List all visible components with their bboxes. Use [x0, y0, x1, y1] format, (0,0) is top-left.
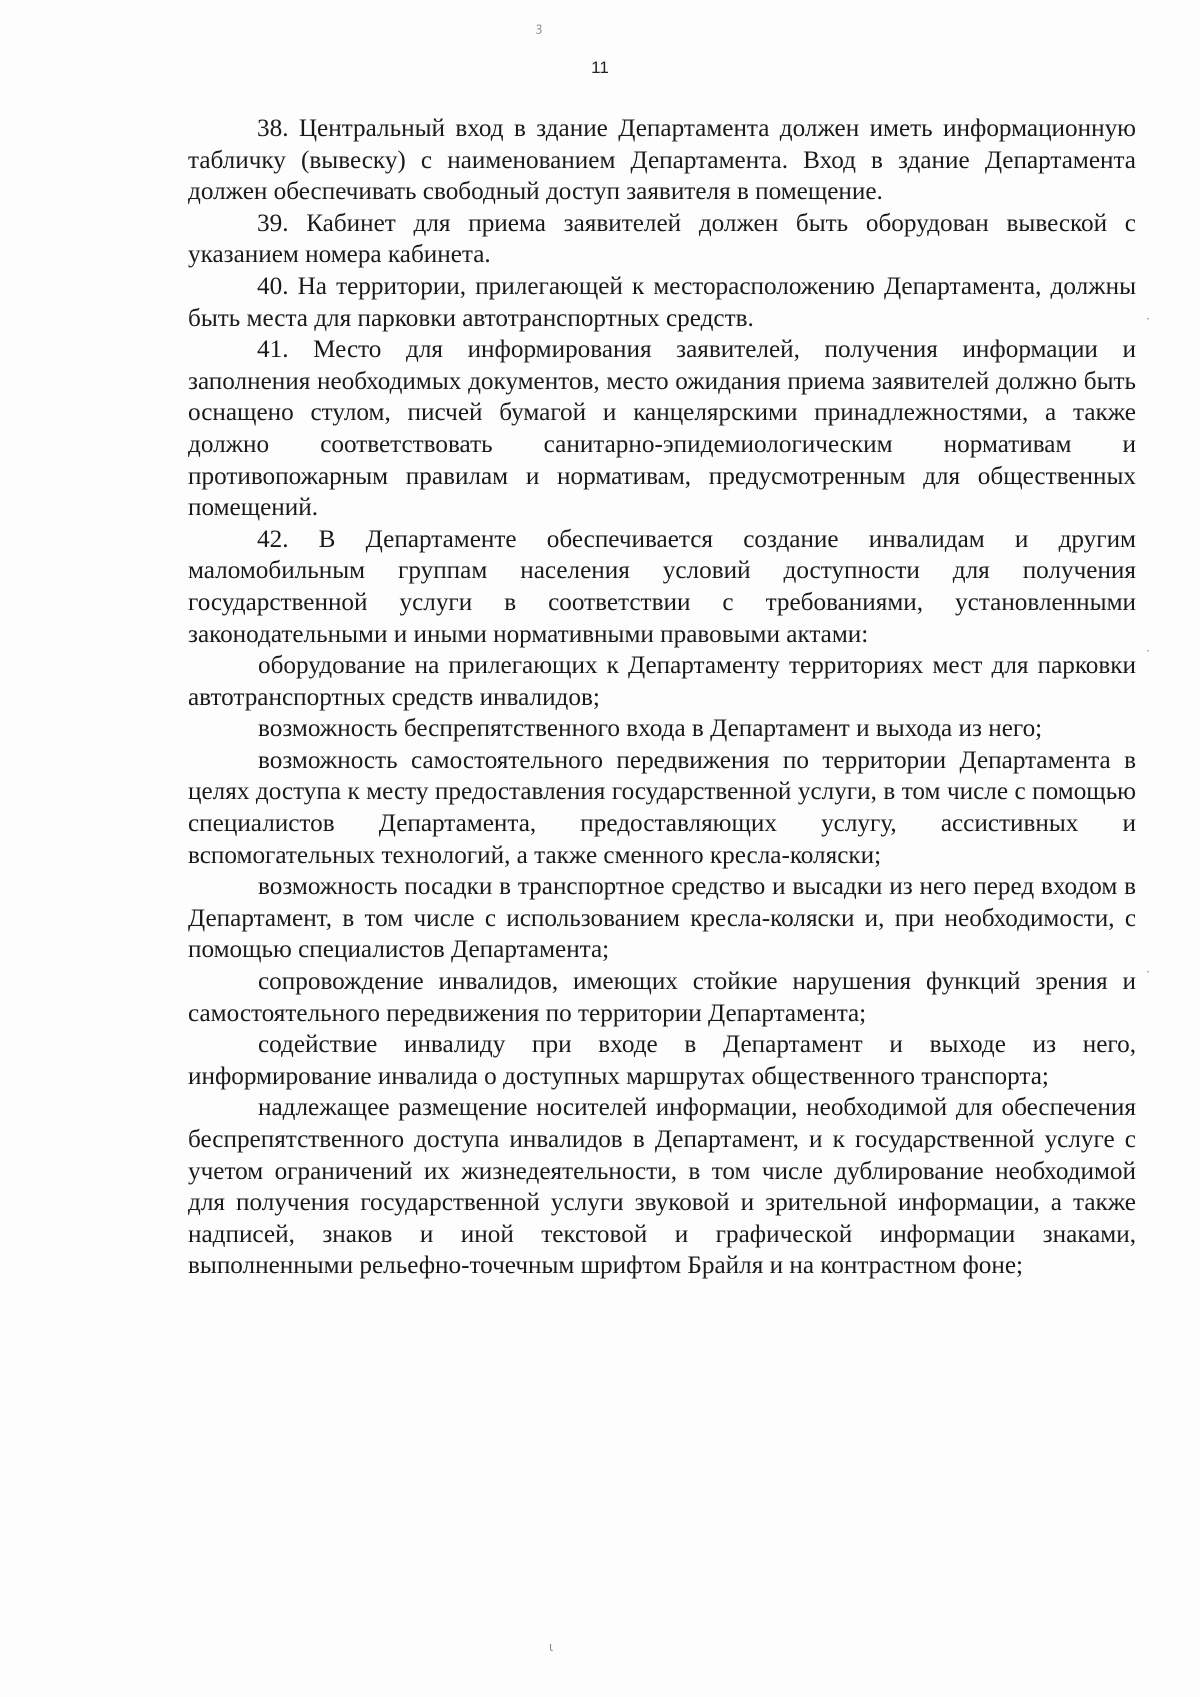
scan-speck: ꝫ: [536, 20, 543, 34]
paragraph-39: 39. Кабинет для приема заявителей должен быть оборудован вывеской с указанием номера кабинета.: [188, 209, 1136, 269]
scan-speck: ·: [1146, 644, 1150, 658]
page-number: 11: [591, 58, 609, 77]
list-item: возможность беспрепятственного входа в Департамент и выхода из него;: [258, 715, 1043, 743]
list-item: сопровождение инвалидов, имеющих стойкие нарушения функций зрения и самостоятельного передвижения по территории Департамента;: [188, 968, 1136, 1027]
list-item: оборудование на прилегающих к Департаменту территориях мест для парковки автотранспортных средств инвалидов;: [188, 652, 1136, 711]
document-body: [188, 113, 1136, 1282]
paragraph-42: 42. В Департаменте обеспечивается создание инвалидам и другим маломобильным группам населения условий доступности для получения государственной услуги в соответствии с требованиями, установленными законодательными и иными нормативными правовыми актами:: [188, 525, 1136, 648]
scan-speck: ι: [549, 1640, 554, 1654]
list-item: надлежащее размещение носителей информации, необходимой для обеспечения беспрепятственного доступа инвалидов в Департамент, и к государственной услуге с учетом ограничений их жизнедеятельности, в том числе дублирование необходимой для получения государственной услуги звуковой и зрительной информации, а также надписей, знаков и иной текстовой и графической информации знаками, выполненными рельефно-точечным шрифтом Брайля и на контрастном фоне;: [188, 1094, 1136, 1280]
list-item: возможность посадки в транспортное средство и высадки из него перед входом в Департамент, в том числе с использованием кресла-коляски и, при необходимости, с помощью специалистов Департамента;: [188, 873, 1136, 964]
list-item: возможность самостоятельного передвижения по территории Департамента в целях доступа к месту предоставления государственной услуги, в том числе с помощью специалистов Департамента, предоставляющих услугу, ассистивных и вспомогательных технологий, а также сменного кресла-коляски;: [188, 746, 1136, 869]
paragraph-41: 41. Место для информирования заявителей, получения информации и заполнения необходимых документов, место ожидания приема заявителей должно быть оснащено стулом, писчей бумагой и канцелярскими принадлежностями, а также должно соответствовать санитарно-эпидемиологическим нормативам и противопожарным правилам и нормативам, предусмотренным для общественных помещений.: [188, 336, 1136, 522]
scan-speck: ·: [1146, 965, 1150, 979]
scan-speck: ·: [1146, 312, 1150, 326]
paragraph-40: 40. На территории, прилегающей к месторасположению Департамента, должны быть места для парковки автотранспортных средств.: [188, 272, 1136, 332]
paragraph-38: 38. Центральный вход в здание Департамента должен иметь информационную табличку (вывеску) с наименованием Департамента. Вход в здание Департамента должен обеспечивать свободный доступ заявителя в помещение.: [188, 115, 1136, 206]
list-item: содействие инвалиду при входе в Департамент и выходе из него, информирование инвалида о доступных маршрутах общественного транспорта;: [188, 1031, 1136, 1090]
